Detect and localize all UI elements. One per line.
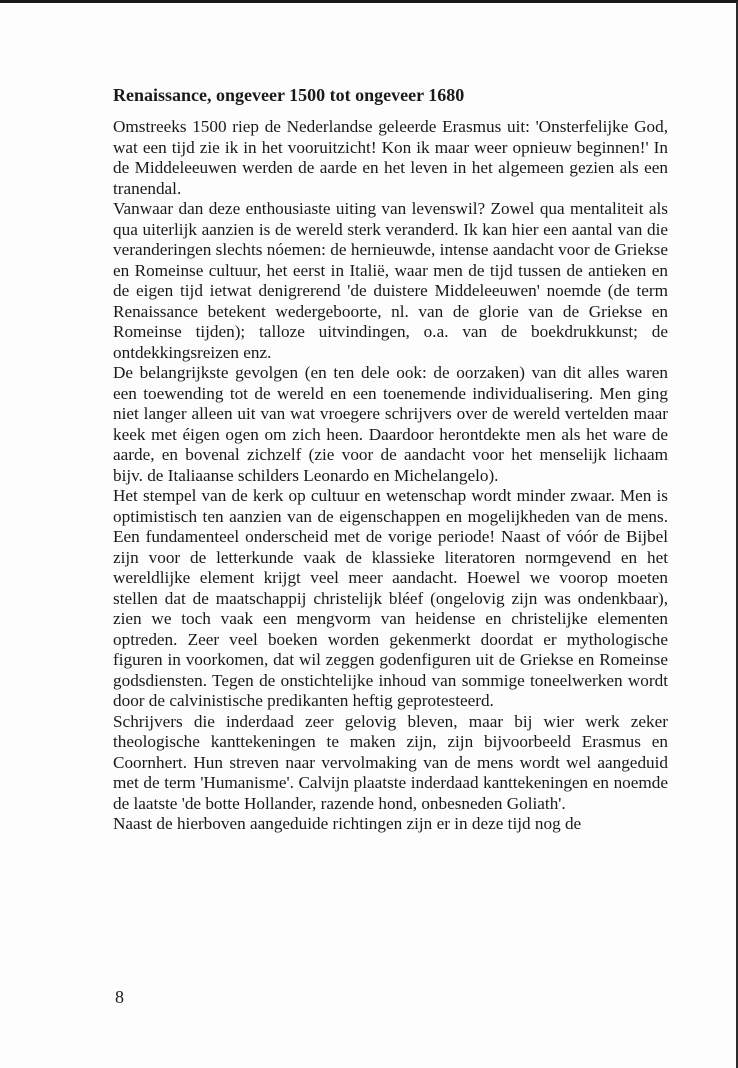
text-block xyxy=(113,83,668,835)
paragraph: Schrijvers die inderdaad zeer gelovig bleven, maar bij wier werk zeker theologische kanttekeningen te maken zijn, zijn bijvoorbeeld Erasmus en Coornhert. Hun streven naar vervolmaking van de mens wordt wel aangeduid met de term 'Humanisme'. Calvijn plaatste inderdaad kanttekeningen en noemde de laatste 'de botte Hollander, razende hond, onbesneden Goliath'. xyxy=(113,711,668,813)
page-number: 8 xyxy=(115,987,124,1007)
paragraph: Vanwaar dan deze enthousiaste uiting van levenswil? Zowel qua mentaliteit als qua uiterlijk aanzien is de wereld sterk veranderd. Ik kan hier een aantal van die veranderingen slechts nóemen: de hernieuwde, intense aandacht voor de Griekse en Romeinse cultuur, het eerst in Italië, waar men de tijd tussen de antieken en de eigen tijd ietwat denigrerend 'de duistere Middeleeuwen' noemde (de term Renaissance betekent wedergeboorte, nl. van de glorie van de Griekse en Romeinse tijden); talloze uitvindingen, o.a. van de boekdrukkunst; de ontdekkingsreizen enz. xyxy=(113,199,668,362)
section-heading: Renaissance, ongeveer 1500 tot ongeveer 1680 xyxy=(113,85,465,105)
paragraph: De belangrijkste gevolgen (en ten dele ook: de oorzaken) van dit alles waren een toewending tot de wereld en een toenemende individualisering. Men ging niet langer alleen uit van wat vroegere schrijvers over de wereld vertelden maar keek met éigen ogen om zich heen. Daardoor herontdekte men als het ware de aarde, en bovenal zichzelf (zie voor de aandacht voor het menselijk lichaam bijv. de Italiaanse schilders Leonardo en Michelangelo). xyxy=(113,363,668,485)
paragraph: Het stempel van de kerk op cultuur en wetenschap wordt minder zwaar. Men is optimistisch ten aanzien van de eigenschappen en mogelijkheden van de mens. Een fundamenteel onderscheid met de vorige periode! Naast of vóór de Bijbel zijn voor de letterkunde vaak de klassieke literatoren normgevend en het wereldlijke element krijgt veel meer aandacht. Hoewel we voorop moeten stellen dat de maatschappij christelijk bléef (ongelovig zijn was ondenkbaar), zien we toch vaak een mengvorm van heidense en christelijke elementen optreden. Zeer veel boeken worden gekenmerkt doordat er mythologische figuren in voorkomen, dat wil zeggen godenfiguren uit de Griekse en Romeinse godsdiensten. Tegen de onstichtelijke inhoud van sommige toneelwerken wordt door de calvinistische predikanten heftig geprotesteerd. xyxy=(113,486,668,710)
paragraph: Naast de hierboven aangeduide richtingen zijn er in deze tijd nog de xyxy=(113,814,582,833)
paragraph: Omstreeks 1500 riep de Nederlandse geleerde Erasmus uit: 'Onsterfelijke God, wat een tijd zie ik in het vooruitzicht! Kon ik maar weer opnieuw beginnen!' In de Middeleeuwen werden de aarde en het leven in het algemeen gezien als een tranendal. xyxy=(113,117,668,198)
